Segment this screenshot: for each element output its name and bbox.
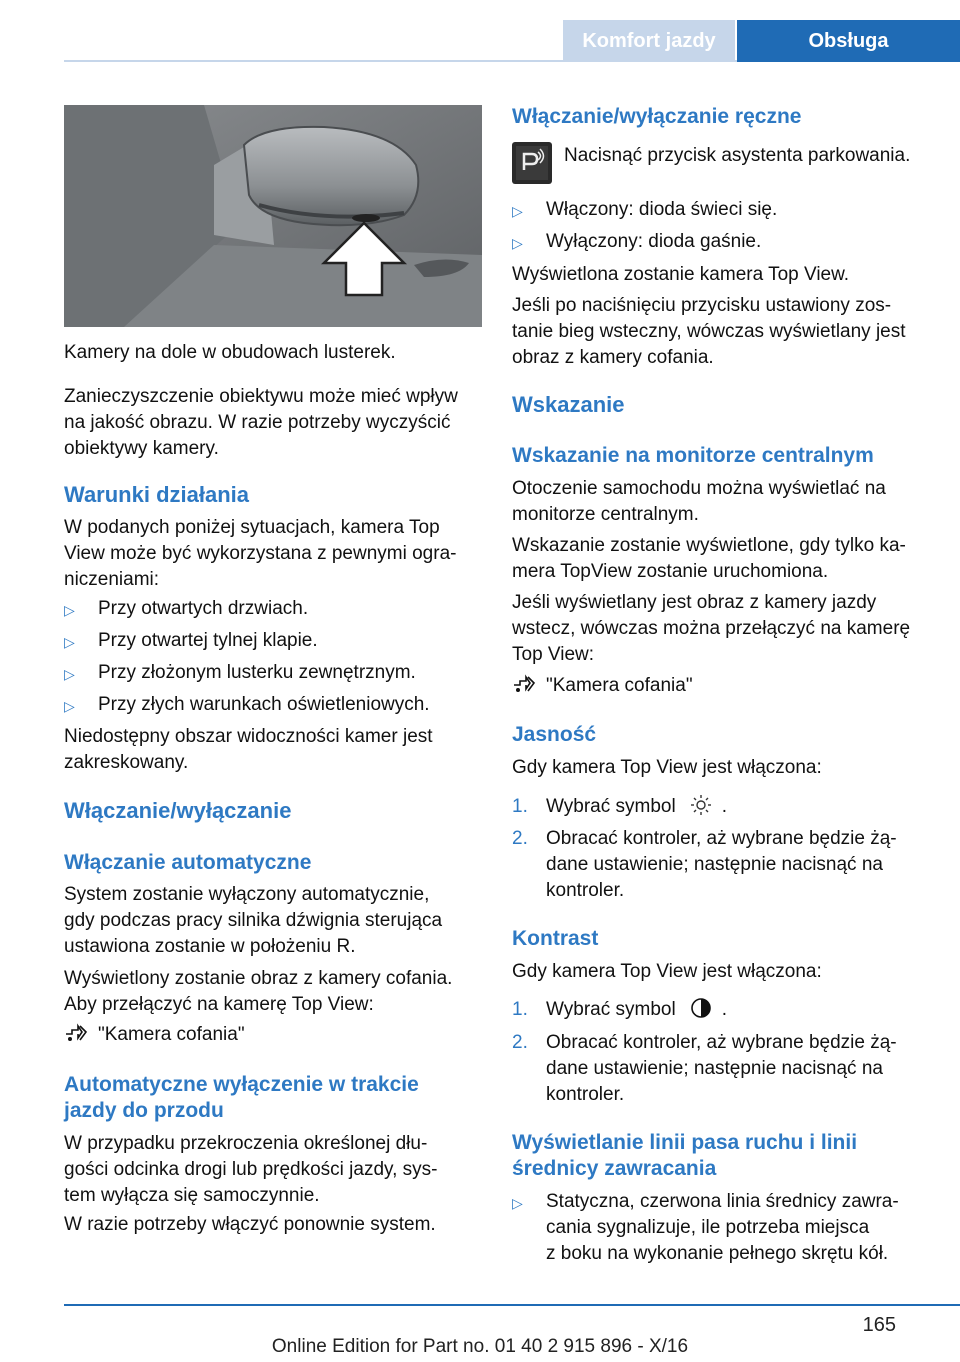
park-assist-button-icon (512, 142, 552, 184)
heading-central: Wskazanie na monitorze centralnym (512, 444, 874, 467)
text-line: dane ustawienie; następnie nacisnąć na (546, 854, 883, 875)
triangle-bullet-icon: ▷ (512, 235, 523, 251)
heading-autooff-2: jazdy do przodu (64, 1099, 224, 1122)
text-line: Aby przełączyć na kamerę Top View: (64, 994, 374, 1015)
list-item: ▷ Przy otwartych drzwiach. (64, 596, 308, 623)
text-line: tanie bieg wsteczny, wówczas wyświetlany jest (512, 321, 906, 342)
reverse-camera-icon (512, 673, 546, 703)
manual-text: Nacisnąć przycisk asystenta parkowania. (564, 145, 911, 166)
text-line: obiektywy kamery. (64, 438, 219, 459)
heading-conditions: Warunki działania (64, 482, 250, 507)
list-item: 2. Obracać kontroler, aż wybrane będzie żą‐ (512, 1032, 897, 1053)
list-item: ▷ Statyczna, czerwona linia średnicy zawra‐ (512, 1189, 899, 1216)
list-item: 2. Obracać kontroler, aż wybrane będzie żą‐ (512, 828, 897, 849)
edition-footer: Online Edition for Part no. 01 40 2 915 896 - X/16 (271, 1336, 689, 1357)
text-line: Jeśli wyświetlany jest obraz z kamery jazdy (512, 592, 877, 613)
text-line: zakreskowany. (64, 752, 189, 773)
text-line: Zanieczyszczenie obiektywu może mieć wpływ (64, 386, 458, 407)
heading-lines-1: Wyświetlanie linii pasa ruchu i linii (512, 1131, 858, 1154)
footer-rule (64, 1304, 960, 1306)
text-line: monitorze centralnym. (512, 504, 699, 525)
page-number: 165 (862, 1314, 896, 1336)
list-item: 1. Wybrać symbol . (512, 794, 727, 824)
text-line: W podanych poniżej sytuacjach, kamera Top (64, 517, 440, 538)
triangle-bullet-icon: ▷ (64, 634, 75, 650)
mirror-camera-photo (64, 105, 482, 327)
text-line: dane ustawienie; następnie nacisnąć na (546, 1058, 883, 1079)
text-line: Gdy kamera Top View jest włączona: (512, 961, 822, 982)
text-line: obraz z kamery cofania. (512, 347, 714, 368)
text-line: wstecz, wówczas można przełączyć na kamerę (512, 618, 911, 639)
heading-lines-2: średnicy zawracania (512, 1157, 717, 1180)
text-line: W razie potrzeby włączyć ponownie system. (64, 1214, 436, 1235)
text-line: System zostanie wyłączony automatycznie, (64, 884, 430, 905)
text-line: mera TopView zostanie uruchomiona. (512, 561, 829, 582)
text-line: ustawiona zostanie w położeniu R. (64, 936, 356, 957)
heading-manual: Włączanie/wyłączanie ręczne (512, 105, 802, 128)
text-line: Jeśli po naciśnięciu przycisku ustawiony zos‐ (512, 295, 892, 316)
camera-option: "Kamera cofania" (512, 673, 693, 703)
text-line: Wyświetlona zostanie kamera Top View. (512, 264, 850, 285)
heading-brightness: Jasność (512, 723, 597, 746)
text-line: Wyświetlony zostanie obraz z kamery cofania. (64, 968, 453, 989)
text-line: Wskazanie zostanie wyświetlone, gdy tylko ka‐ (512, 535, 906, 556)
triangle-bullet-icon: ▷ (64, 602, 75, 618)
heading-display: Wskazanie (512, 392, 625, 417)
camera-option: "Kamera cofania" (64, 1022, 245, 1052)
text-line: gdy podczas pracy silnika dźwignia sterująca (64, 910, 443, 931)
text-line: cania sygnalizuje, ile potrzeba miejsca (546, 1217, 870, 1238)
text-line: niczeniami: (64, 569, 160, 590)
text-line: z boku na wykonanie pełnego skrętu kół. (546, 1243, 889, 1264)
heading-autooff-1: Automatyczne wyłączenie w trakcie (64, 1073, 419, 1096)
sun-icon (690, 794, 712, 824)
text-line: View może być wykorzystana z pewnymi ogra‐ (64, 543, 457, 564)
header-chapter-tab: Obsługa (737, 20, 960, 62)
text-line: gości odcinka drogi lub prędkości jazdy, sys‐ (64, 1159, 438, 1180)
list-item: ▷ Przy otwartej tylnej klapie. (64, 628, 318, 655)
list-item: ▷ Włączony: dioda świeci się. (512, 197, 777, 224)
header-section-tab: Komfort jazdy (563, 20, 735, 62)
contrast-icon (690, 997, 712, 1027)
list-item: ▷ Przy złych warunkach oświetleniowych. (64, 692, 430, 719)
text-line: W przypadku przekroczenia określonej dłu‐ (64, 1133, 428, 1154)
list-item: 1. Wybrać symbol . (512, 997, 727, 1027)
triangle-bullet-icon: ▷ (512, 1195, 523, 1211)
text-line: Otoczenie samochodu można wyświetlać na (512, 478, 886, 499)
triangle-bullet-icon: ▷ (512, 203, 523, 219)
heading-auto: Włączanie automatyczne (64, 851, 312, 874)
photo-caption: Kamery na dole w obudowach lusterek. (64, 342, 396, 363)
reverse-camera-icon (64, 1022, 98, 1052)
list-item: ▷ Przy złożonym lusterku zewnętrznym. (64, 660, 416, 687)
list-item: ▷ Wyłączony: dioda gaśnie. (512, 229, 761, 256)
triangle-bullet-icon: ▷ (64, 666, 75, 682)
text-line: kontroler. (546, 880, 625, 901)
text-line: Niedostępny obszar widoczności kamer jest (64, 726, 433, 747)
text-line: Gdy kamera Top View jest włączona: (512, 757, 822, 778)
triangle-bullet-icon: ▷ (64, 698, 75, 714)
text-line: tem wyłącza się samoczynnie. (64, 1185, 320, 1206)
text-line: Top View: (512, 644, 595, 665)
heading-onoff: Włączanie/wyłączanie (64, 798, 292, 823)
text-line: kontroler. (546, 1084, 625, 1105)
text-line: na jakość obrazu. W razie potrzeby wyczyścić (64, 412, 451, 433)
heading-contrast: Kontrast (512, 927, 599, 950)
